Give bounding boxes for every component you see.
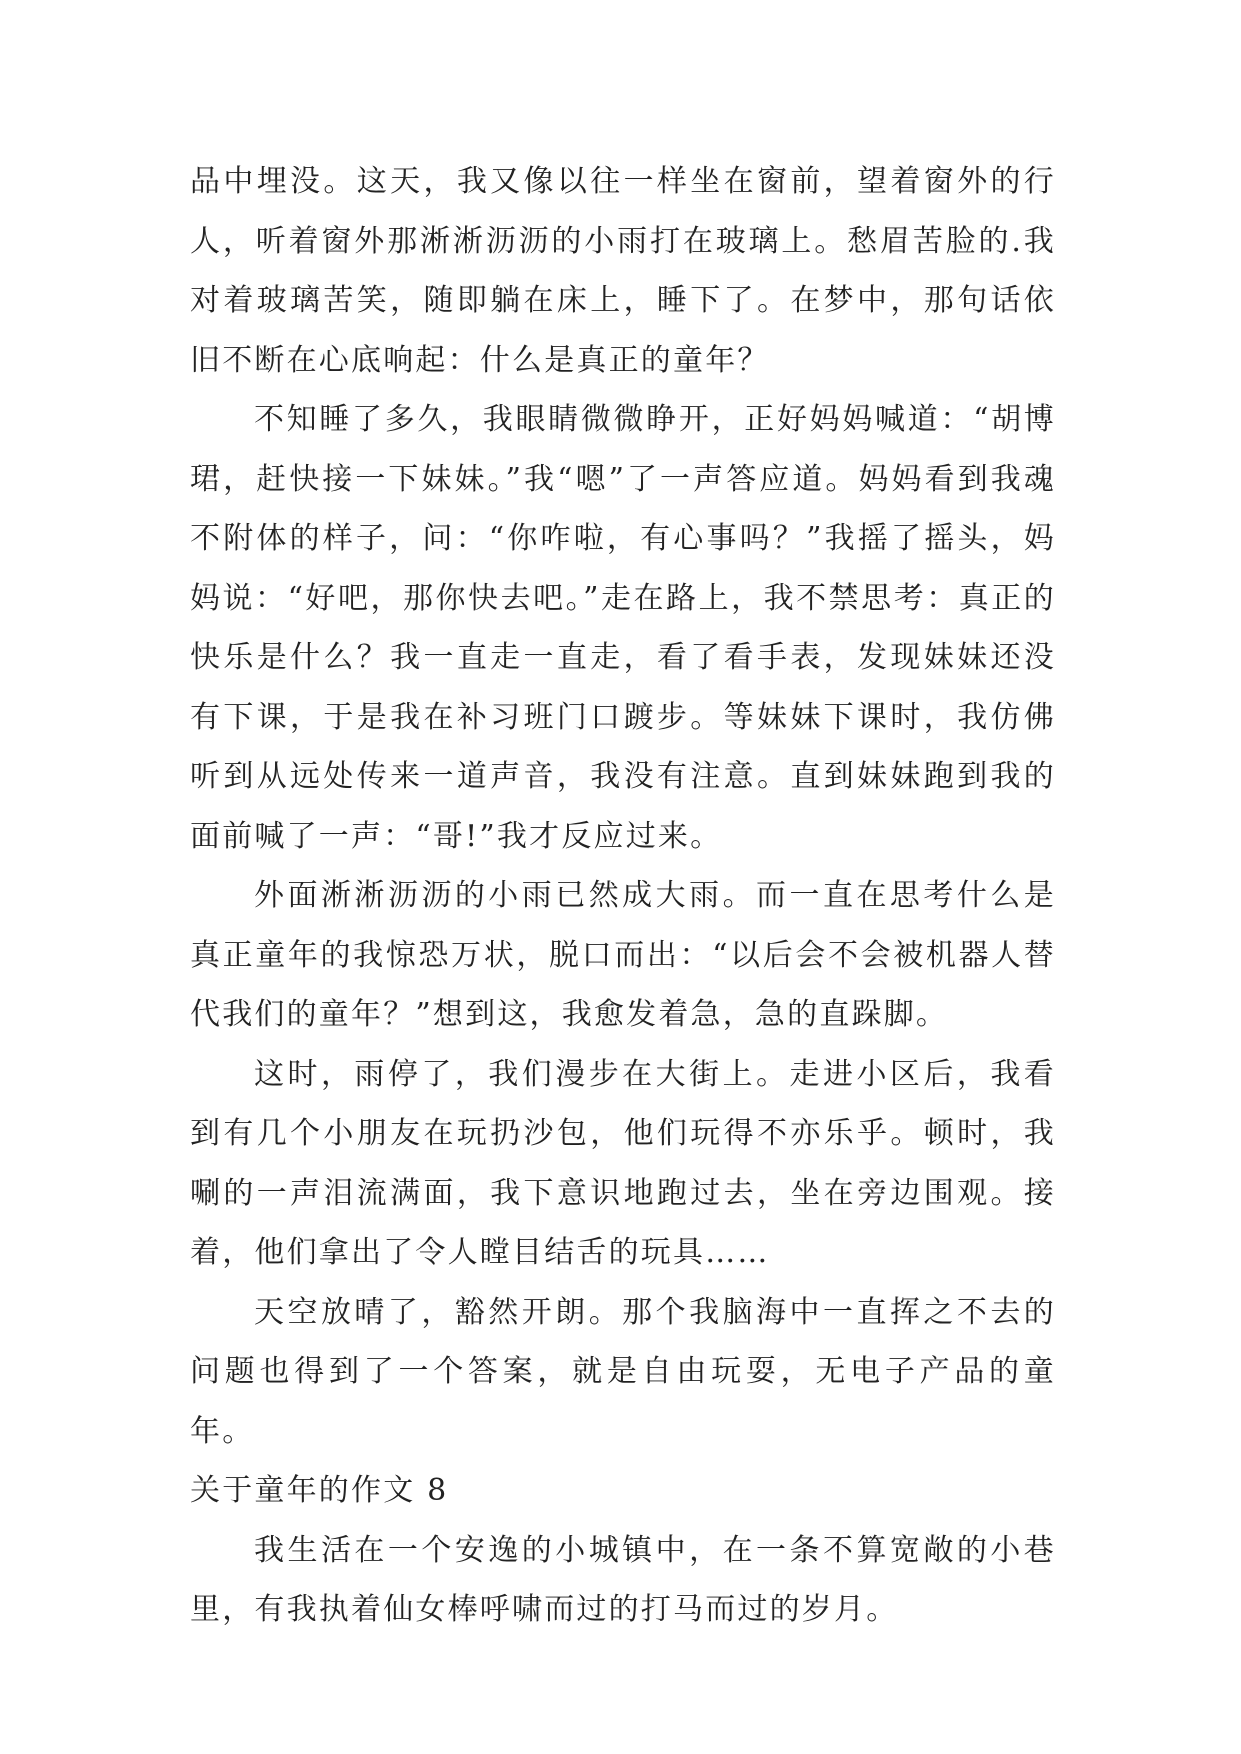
document-body: [190, 152, 1056, 1640]
paragraph-2: 不知睡了多久，我眼睛微微睁开，正好妈妈喊道：“胡博珺，赶快接一下妹妹。”我“嗯”了一声答应道。妈妈看到我魂不附体的样子，问：“你咋啦，有心事吗？”我摇了摇头，妈妈说：“好吧，那你快去吧。”走在路上，我不禁思考：真正的快乐是什么？我一直走一直走，看了看手表，发现妹妹还没有下课，于是我在补习班门口踱步。等妹妹下课时，我仿佛听到从远处传来一道声音，我没有注意。直到妹妹跑到我的面前喊了一声：“哥!”我才反应过来。: [190, 402, 1056, 854]
paragraph-6: 我生活在一个安逸的小城镇中，在一条不算宽敞的小巷里，有我执着仙女棒呼啸而过的打马而过的岁月。: [190, 1532, 1056, 1627]
section-heading: 关于童年的作文 8: [190, 1473, 449, 1508]
paragraph-1: 品中埋没。这天，我又像以往一样坐在窗前，望着窗外的行人，听着窗外那淅淅沥沥的小雨打在玻璃上。愁眉苦脸的.我对着玻璃苦笑，随即躺在床上，睡下了。在梦中，那句话依旧不断在心底响起：什么是真正的童年？: [190, 164, 1056, 378]
paragraph-4: 这时，雨停了，我们漫步在大街上。走进小区后，我看到有几个小朋友在玩扔沙包，他们玩得不亦乐乎。顿时，我唰的一声泪流满面，我下意识地跑过去，坐在旁边围观。接着，他们拿出了令人瞠目结舌的玩具……: [190, 1056, 1056, 1270]
paragraph-3: 外面淅淅沥沥的小雨已然成大雨。而一直在思考什么是真正童年的我惊恐万状，脱口而出：“以后会不会被机器人替代我们的童年？”想到这，我愈发着急，急的直跺脚。: [190, 878, 1056, 1032]
paragraph-5: 天空放晴了，豁然开朗。那个我脑海中一直挥之不去的问题也得到了一个答案，就是自由玩耍，无电子产品的童年。: [190, 1294, 1056, 1449]
